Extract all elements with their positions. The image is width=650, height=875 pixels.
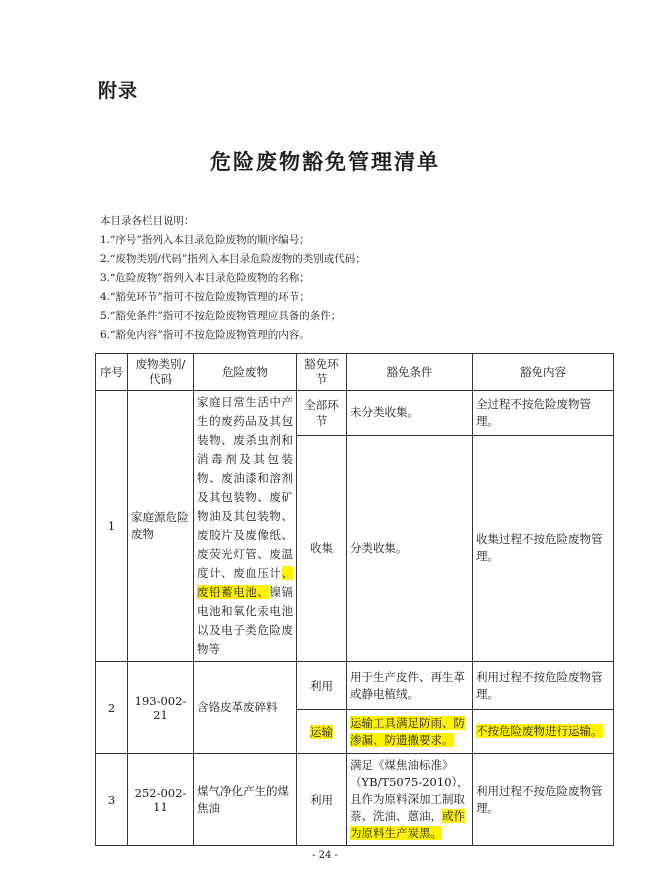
- header-content: 豁免内容: [473, 354, 614, 391]
- notes-intro: 本目录各栏目说明：: [100, 215, 195, 227]
- row2-condition-2: [347, 710, 473, 754]
- row1-waste: [194, 391, 297, 662]
- appendix-label: 附录: [98, 80, 139, 102]
- header-stage: 豁免环节: [297, 354, 347, 391]
- row2-category: 193-002-21: [128, 662, 194, 754]
- row3-condition-text: 满足《煤焦油标准》（YB/T5075-2010），且作为原料深加工制取萘、洗油、蒽油，: [350, 758, 469, 823]
- note-item: 2.“废物类别/代码”指列入本目录危险废物的类别或代码；: [100, 253, 366, 265]
- note-item: 4.“豁免环节”指可不按危险废物管理的环节；: [100, 291, 310, 303]
- table-row: [96, 754, 614, 846]
- row1-condition-1: 未分类收集。: [347, 391, 473, 436]
- row3-category: 252-002-11: [128, 754, 194, 846]
- exemption-table: [95, 353, 614, 846]
- table-row: [96, 662, 614, 710]
- row1-content-2: 收集过程不按危险废物管理。: [473, 435, 614, 661]
- header-seq: 序号: [96, 354, 128, 391]
- row2-stage-2: [297, 710, 347, 754]
- row2-content-1: 利用过程不按危险废物管理。: [473, 662, 614, 710]
- row1-stage-2: 收集: [297, 435, 347, 661]
- row2-condition-1: 用于生产皮件、再生革或静电植绒。: [347, 662, 473, 710]
- table-row: [96, 391, 614, 436]
- row3-condition-highlight: 或作为原料生产炭黑。: [350, 809, 465, 840]
- row2-waste: 含铬皮革废碎料: [194, 662, 297, 754]
- row1-seq: 1: [96, 391, 128, 662]
- note-item: 1.“序号”指列入本目录危险废物的顺序编号；: [100, 234, 310, 246]
- column-notes: [100, 212, 570, 345]
- note-item: 5.“豁免条件”指可不按危险废物管理应具备的条件；: [100, 310, 342, 322]
- row2-stage-2-text: 运输: [310, 724, 333, 739]
- row1-stage-1: 全部环节: [297, 391, 347, 436]
- row2-condition-2-text: 运输工具满足防雨、防渗漏、防遗撒要求。: [350, 715, 465, 747]
- row3-waste: 煤气净化产生的煤焦油: [194, 754, 297, 846]
- header-waste: 危险废物: [194, 354, 297, 391]
- row2-content-2-text: 不按危险废物进行运输。: [476, 724, 603, 738]
- document-title: 危险废物豁免管理清单: [210, 150, 440, 174]
- row3-condition: [347, 754, 473, 846]
- note-item: 3.“危险废物”指列入本目录危险废物的名称；: [100, 272, 310, 284]
- row3-seq: 3: [96, 754, 128, 846]
- header-category: 废物类别/代码: [128, 354, 194, 391]
- header-condition: 豁免条件: [347, 354, 473, 391]
- row1-waste-highlight: 、废铅蓄电池、: [197, 566, 293, 599]
- row1-waste-text-a: 家庭日常生活中产生的废药品及其包装物、废杀虫剂和消毒剂及其包装物、废油漆和溶剂及其包装物、废矿物油及其包装物、废胶片及废像纸、废荧光灯管、废温度计、废血压计: [197, 395, 293, 580]
- note-item: 6.“豁免内容”指可不按危险废物管理的内容。: [100, 329, 310, 341]
- row2-content-2: [473, 710, 614, 754]
- table-header-row: [96, 354, 614, 391]
- page-number: - 24 -: [312, 850, 338, 861]
- row3-stage: 利用: [297, 754, 347, 846]
- row3-content: 利用过程不按危险废物管理。: [473, 754, 614, 846]
- row1-waste-text-b: 镍镉电池和氧化汞电池以及电子类危险废物等: [197, 585, 294, 656]
- row1-content-1: 全过程不按危险废物管理。: [473, 391, 614, 436]
- row1-category: 家庭源危险废物: [128, 391, 194, 662]
- row1-condition-2: 分类收集。: [347, 435, 473, 661]
- row2-stage-1: 利用: [297, 662, 347, 710]
- row2-seq: 2: [96, 662, 128, 754]
